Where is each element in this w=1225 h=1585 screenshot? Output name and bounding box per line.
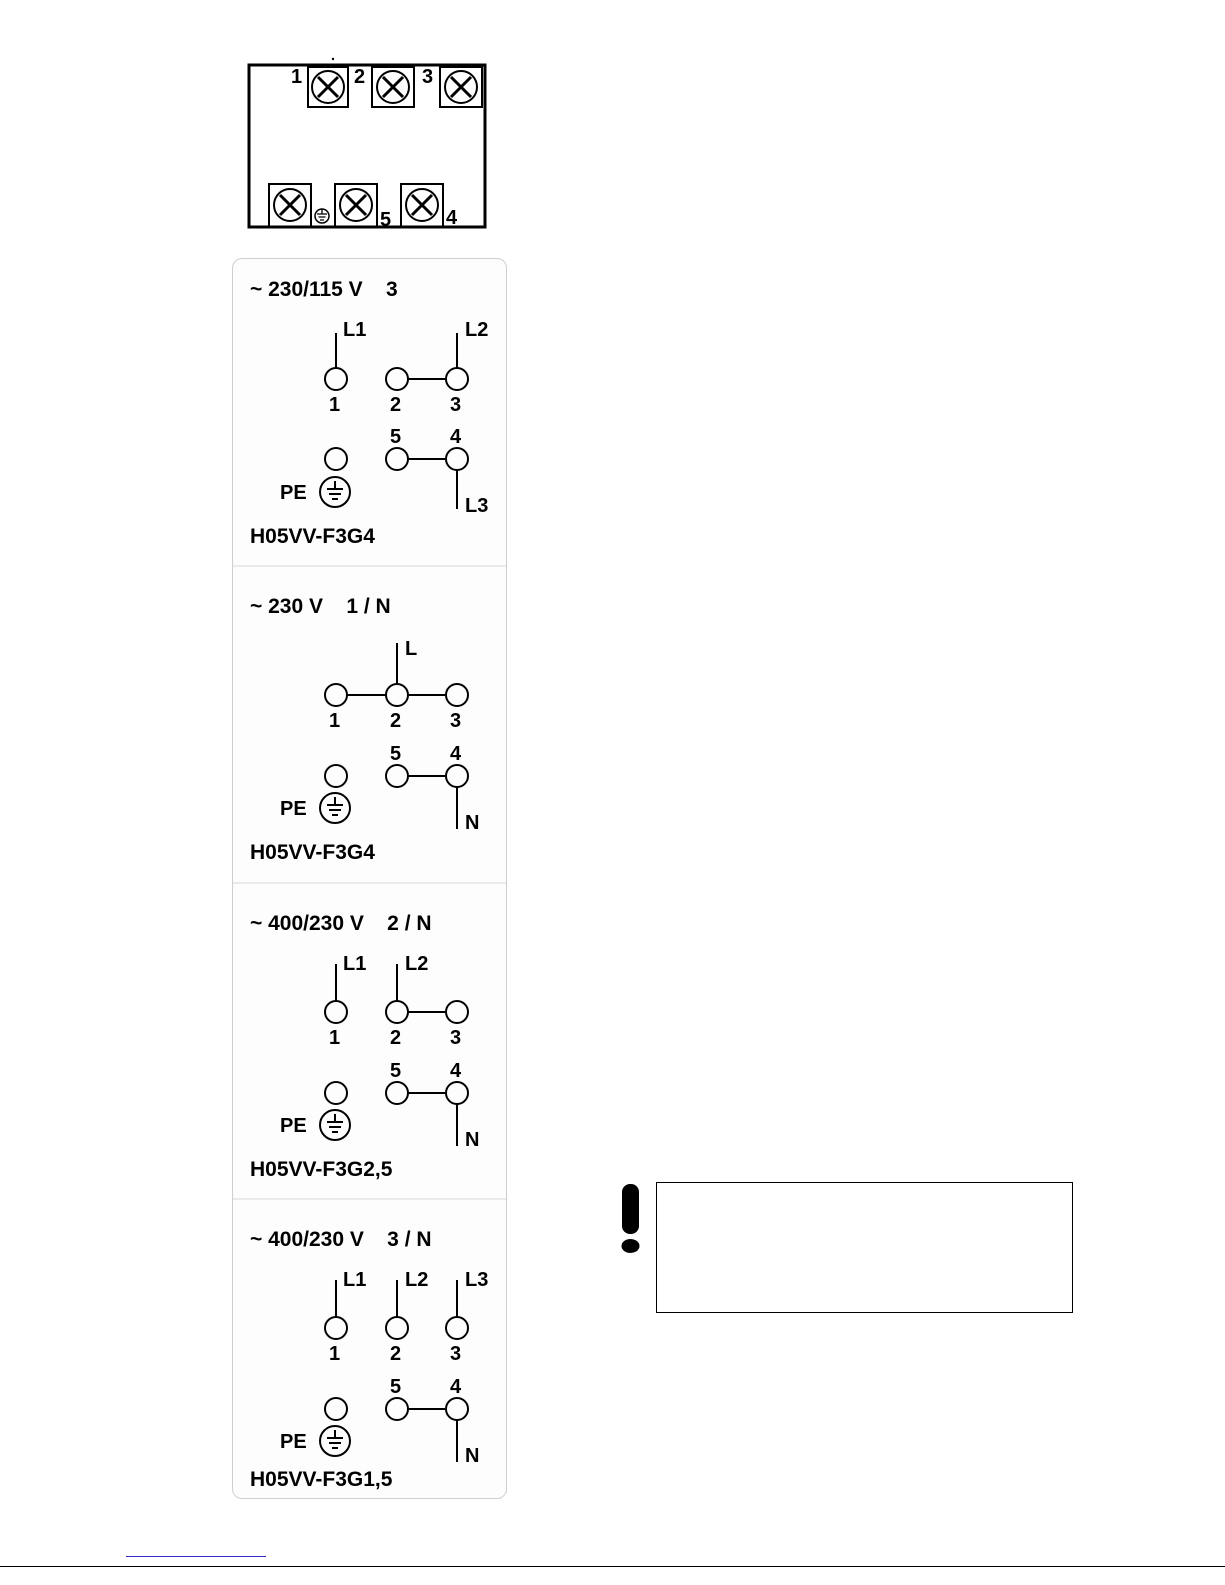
notice-box (656, 1182, 1073, 1313)
feed-label: L2 (405, 953, 429, 975)
terminal-node-pe (325, 1398, 347, 1420)
terminal-number: 5 (390, 426, 402, 448)
terminal-label: 1 (291, 66, 303, 88)
screw-terminal-1 (308, 67, 348, 107)
wiring-panel-2 (233, 567, 506, 884)
panel-header: ~ 400/230 V 2 / N (250, 912, 432, 935)
pe-label: PE (280, 482, 307, 504)
terminal-number: 1 (329, 394, 341, 416)
feed-label: N (465, 1445, 480, 1467)
terminal-number: 2 (390, 1027, 402, 1049)
terminal-node-5 (386, 1398, 408, 1420)
terminal-label: 5 (380, 209, 392, 231)
screw-terminal-5 (335, 184, 377, 227)
terminal-node-4 (446, 1082, 468, 1104)
terminal-number: 3 (450, 710, 462, 732)
terminal-number: 2 (390, 1343, 402, 1365)
terminal-node-1 (325, 1317, 347, 1339)
screw-terminal-pe (269, 184, 311, 227)
panel-header: ~ 400/230 V 3 / N (250, 1228, 432, 1251)
terminal-label: 2 (354, 66, 366, 88)
terminal-node-3 (446, 1317, 468, 1339)
bottom-rule (0, 1566, 1225, 1567)
terminal-node-1 (325, 1001, 347, 1023)
earth-icon (315, 209, 329, 223)
terminal-number: 5 (390, 1060, 402, 1082)
terminal-node-pe (325, 1082, 347, 1104)
panel-header: ~ 230 V 1 / N (250, 595, 391, 618)
terminal-node-2 (386, 684, 408, 706)
terminal-number: 5 (390, 1376, 402, 1398)
cable-spec: H05VV-F3G4 (250, 841, 375, 864)
terminal-number: 5 (390, 743, 402, 765)
wiring-panel-4 (233, 1200, 506, 1498)
terminal-node-5 (386, 765, 408, 787)
screw-terminal-2 (372, 67, 414, 107)
cable-spec: H05VV-F3G4 (250, 525, 375, 548)
earth-icon (320, 1110, 350, 1140)
earth-icon (320, 793, 350, 823)
terminal-node-4 (446, 448, 468, 470)
exclamation-icon (620, 1182, 642, 1256)
terminal-node-pe (325, 765, 347, 787)
feed-label: L1 (343, 953, 367, 975)
terminal-label: 3 (422, 66, 434, 88)
terminal-node-3 (446, 368, 468, 390)
terminal-node-4 (446, 1398, 468, 1420)
feed-label: L (405, 638, 418, 660)
terminal-number: 4 (450, 1376, 462, 1398)
terminal-number: 3 (450, 394, 462, 416)
terminal-number: 1 (329, 1343, 341, 1365)
terminal-node-1 (325, 368, 347, 390)
terminal-node-3 (446, 684, 468, 706)
pe-label: PE (280, 1431, 307, 1453)
feed-label: L1 (343, 319, 367, 341)
terminal-label: 4 (446, 207, 458, 229)
terminal-number: 3 (450, 1343, 462, 1365)
terminal-node-2 (386, 1317, 408, 1339)
feed-label: L2 (405, 1269, 429, 1291)
terminal-node-2 (386, 1001, 408, 1023)
wiring-panel-3 (233, 884, 506, 1200)
feed-label: L2 (465, 319, 489, 341)
terminal-node-5 (386, 1082, 408, 1104)
panel-header: ~ 230/115 V 3 (250, 278, 398, 301)
screw-terminal-3 (440, 67, 482, 107)
wiring-panels (232, 258, 507, 1499)
feed-label: N (465, 812, 480, 834)
earth-icon (320, 477, 350, 507)
cable-spec: H05VV-F3G2,5 (250, 1158, 393, 1181)
terminal-block-diagram (246, 54, 488, 232)
screw-terminal-4 (401, 184, 443, 227)
footnote-link-underline (126, 1556, 266, 1557)
terminal-node-4 (446, 765, 468, 787)
terminal-node-pe (325, 448, 347, 470)
terminal-node-5 (386, 448, 408, 470)
feed-label: L1 (343, 1269, 367, 1291)
terminal-number: 1 (329, 1027, 341, 1049)
terminal-number: 1 (329, 710, 341, 732)
terminal-number: 4 (450, 1060, 462, 1082)
feed-label: N (465, 1129, 480, 1151)
feed-label: L3 (465, 1269, 489, 1291)
terminal-node-2 (386, 368, 408, 390)
terminal-number: 3 (450, 1027, 462, 1049)
pe-label: PE (280, 798, 307, 820)
wiring-panel-1 (233, 259, 506, 567)
earth-icon (320, 1426, 350, 1456)
cable-spec: H05VV-F3G1,5 (250, 1468, 393, 1491)
terminal-number: 2 (390, 710, 402, 732)
terminal-number: 4 (450, 426, 462, 448)
terminal-node-1 (325, 684, 347, 706)
terminal-node-3 (446, 1001, 468, 1023)
terminal-number: 2 (390, 394, 402, 416)
pe-label: PE (280, 1115, 307, 1137)
terminal-number: 4 (450, 743, 462, 765)
feed-label: L3 (465, 495, 489, 517)
